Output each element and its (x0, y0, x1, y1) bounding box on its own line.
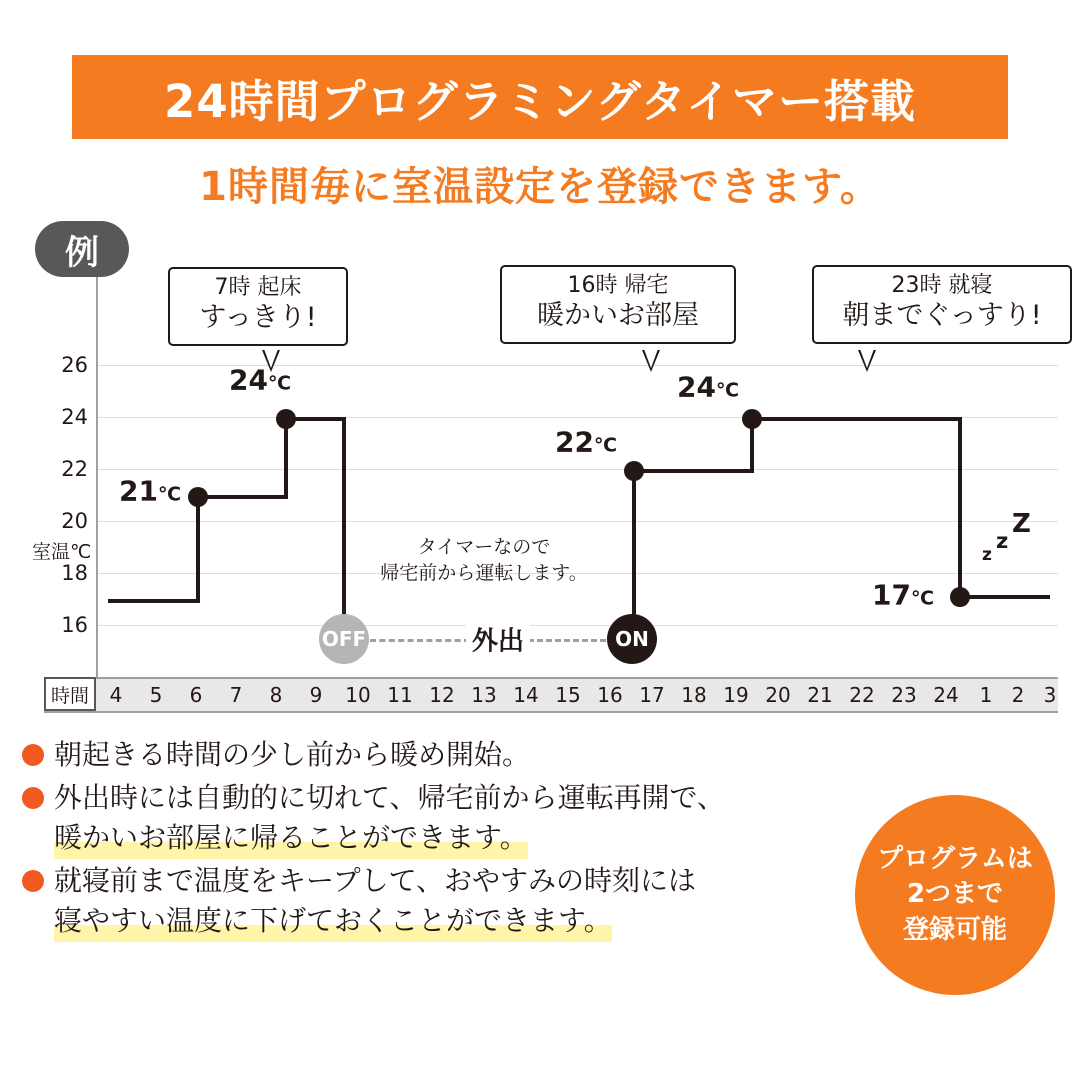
chart-baseline (44, 711, 1058, 713)
y-tick-16: 16 (61, 613, 88, 637)
bullet-text: 就寝前まで温度をキープして、おやすみの時刻には (54, 863, 697, 897)
away-dash-right (528, 639, 606, 642)
x-tick-14: 14 (513, 683, 539, 707)
x-tick-13: 13 (471, 683, 497, 707)
on-badge: ON (607, 614, 657, 664)
callout-sleep: 23時 就寝 朝までぐっすり! (812, 265, 1072, 344)
x-tick-5: 5 (149, 683, 163, 707)
program-capacity-badge (855, 795, 1055, 995)
x-tick-17: 17 (639, 683, 665, 707)
gridline-20 (98, 521, 1058, 522)
list-item (22, 861, 902, 942)
x-tick-10: 10 (345, 683, 371, 707)
data-point-24c-morning (276, 409, 296, 429)
timer-note: タイマーなので 帰宅前から運転します。 (380, 536, 588, 584)
line-seg-rise-24-morning (284, 417, 288, 499)
y-tick-26: 26 (61, 353, 88, 377)
x-tick-20: 20 (765, 683, 791, 707)
y-tick-24: 24 (61, 405, 88, 429)
x-tick-23: 23 (891, 683, 917, 707)
x-tick-24: 24 (933, 683, 959, 707)
bullet-text-highlighted: 寝やすい温度に下げておくことができます。 (54, 901, 612, 942)
x-tick-19: 19 (723, 683, 749, 707)
y-tick-22: 22 (61, 457, 88, 481)
y-tick-20: 20 (61, 509, 88, 533)
gridline-22 (98, 469, 1058, 470)
sleep-mark-z-large: Z (1012, 509, 1031, 539)
away-label: 外出 (466, 621, 530, 658)
data-point-24c-evening (742, 409, 762, 429)
bullet-text: 外出時には自動的に切れて、帰宅前から運転再開で、 (54, 780, 725, 814)
x-tick-4: 4 (109, 683, 123, 707)
temp-label-24c-evening: 24℃ (677, 370, 739, 404)
data-point-17c (950, 587, 970, 607)
x-tick-1: 1 (979, 683, 993, 707)
callout-wakeup: 7時 起床 すっきり! (168, 267, 348, 346)
x-tick-21: 21 (807, 683, 833, 707)
x-tick-11: 11 (387, 683, 413, 707)
temp-label-24c-morning: 24℃ (229, 363, 291, 397)
x-tick-16: 16 (597, 683, 623, 707)
sleep-mark-z-medium: z (996, 529, 1009, 553)
x-tick-2: 2 (1011, 683, 1025, 707)
bullet-dot-icon (22, 870, 44, 892)
x-tick-15: 15 (555, 683, 581, 707)
line-seg-17-night (958, 595, 1050, 599)
data-point-21c (188, 487, 208, 507)
program-badge-line2: 2つまで (906, 879, 1004, 910)
x-tick-12: 12 (429, 683, 455, 707)
x-axis-label: 時間 (44, 677, 96, 711)
x-axis-band (96, 677, 1058, 711)
x-tick-18: 18 (681, 683, 707, 707)
line-seg-drop-off (342, 417, 346, 639)
header-band (72, 55, 1008, 139)
y-axis-label: 室温℃ (32, 541, 92, 563)
x-tick-7: 7 (229, 683, 243, 707)
line-seg-drop-17 (958, 417, 962, 599)
bullet-dot-icon (22, 744, 44, 766)
list-item (22, 735, 902, 776)
x-tick-9: 9 (309, 683, 323, 707)
x-tick-6: 6 (189, 683, 203, 707)
temp-label-21c: 21℃ (119, 474, 181, 508)
off-badge: OFF (319, 614, 369, 664)
x-tick-8: 8 (269, 683, 283, 707)
x-tick-22: 22 (849, 683, 875, 707)
bullet-text: 朝起きる時間の少し前から暖め開始。 (54, 738, 531, 771)
line-seg-24-evening (750, 417, 962, 421)
line-seg-night-17 (108, 599, 198, 603)
bullet-dot-icon (22, 787, 44, 809)
bullet-text-highlighted: 暖かいお部屋に帰ることができます。 (54, 818, 528, 859)
x-tick-3: 3 (1043, 683, 1057, 707)
program-badge-line3: 登録可能 (902, 914, 1007, 945)
page-title: 24時間プログラミングタイマー搭載 (164, 74, 916, 128)
away-dash-left (370, 639, 470, 642)
program-badge-line1: プログラムは (877, 844, 1033, 875)
temp-label-22c: 22℃ (555, 425, 617, 459)
gridline-16 (98, 625, 1058, 626)
list-item (22, 778, 902, 859)
callout-home: 16時 帰宅 暖かいお部屋 (500, 265, 736, 344)
temp-label-17c: 17℃ (872, 578, 934, 612)
feature-bullet-list (22, 735, 902, 944)
y-tick-18: 18 (61, 561, 88, 585)
sleep-mark-z-small: z (982, 545, 992, 565)
line-seg-22 (632, 469, 754, 473)
page-subtitle: 1時間毎に室温設定を登録できます。 (199, 164, 881, 210)
example-badge: 例 (35, 221, 129, 277)
line-seg-21 (196, 495, 286, 499)
data-point-22c (624, 461, 644, 481)
line-seg-rise-21 (196, 495, 200, 603)
temperature-schedule-chart (22, 237, 1058, 723)
